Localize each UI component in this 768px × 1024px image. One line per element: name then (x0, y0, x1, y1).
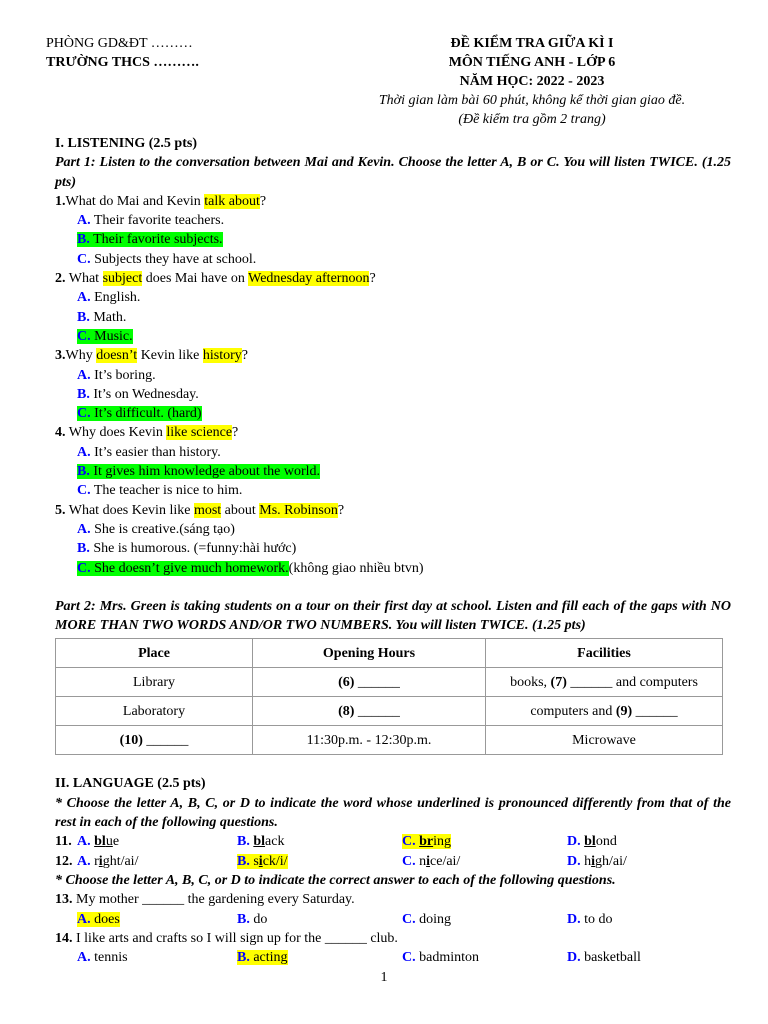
option-text: Subjects they have at school. (94, 251, 257, 267)
question-5 (55, 501, 731, 520)
question-text: What does Kevin like (65, 502, 194, 518)
option-letter: B. (237, 834, 250, 850)
option-a (55, 366, 731, 385)
option-text: gh/ai/ (595, 853, 627, 869)
table-cell (486, 668, 723, 697)
option-letter: C. (77, 328, 91, 344)
option-letter: A. (77, 213, 91, 229)
option-letter: D. (567, 911, 581, 927)
option-text: Their favorite teachers. (93, 213, 225, 229)
option-text: basketball (584, 950, 641, 966)
option-letter: D. (567, 834, 581, 850)
option-text: e (112, 834, 120, 850)
question-number: 12. (55, 853, 73, 869)
option-text: ack (265, 834, 285, 850)
question-text: My mother ______ the gardening every Saturday. (72, 892, 355, 908)
option-text: It’s boring. (94, 367, 156, 383)
option-letter: C. (77, 251, 91, 267)
tour-table (55, 638, 723, 755)
option-text: to do (584, 911, 613, 927)
question-text: I like arts and crafts so I will sign up for the ______ club. (72, 930, 398, 946)
question-number: 5. (55, 502, 66, 518)
question-14-options (55, 948, 731, 967)
question-12 (55, 852, 731, 871)
option-letter: C. (402, 834, 416, 850)
question-text: Why (65, 348, 97, 364)
highlighted-keyword: Wednesday afternoon (248, 271, 370, 287)
table-row (56, 697, 723, 726)
pages-note: (Đề kiểm tra gồm 2 trang) (458, 112, 606, 127)
part1-instruction: Part 1: Listen to the conversation between Mai and Kevin. Choose the letter A, B or C. You will listen TWICE. (1.25 pts) (55, 155, 731, 190)
table-cell: 11:30p.m. - 12:30p.m. (253, 726, 486, 755)
exam-title: ĐỀ KIỂM TRA GIỮA KÌ I (450, 36, 614, 51)
option-b (55, 308, 731, 327)
option-c (55, 250, 731, 269)
option-a (55, 288, 731, 307)
table-header: Opening Hours (253, 639, 486, 668)
exam-info (330, 34, 734, 129)
table-header: Place (56, 639, 253, 668)
question-13-options (55, 910, 731, 929)
option-letter: C. (402, 911, 416, 927)
question-text: does Mai have on (142, 271, 249, 287)
option-letter: C. (77, 483, 91, 499)
question-3 (55, 346, 731, 365)
option-text: Their favorite subjects. (93, 232, 223, 248)
option-a-answer (77, 910, 237, 929)
grammar-instruction: * Choose the letter A, B, C, or D to indicate the correct answer to each of the following questions. (55, 872, 616, 888)
table-row (56, 726, 723, 755)
option-d (567, 832, 717, 851)
option-c (55, 481, 731, 500)
gap-number: (9) (615, 703, 633, 719)
option-letter: B. (237, 950, 250, 966)
time-note: Thời gian làm bài 60 phút, không kể thời gian giao đề. (378, 93, 686, 108)
underlined-sound: i (98, 853, 103, 869)
option-c-answer (55, 404, 731, 423)
question-text: Kevin like (137, 348, 203, 364)
option-text: She is humorous. (=funny:hài hước) (93, 541, 297, 557)
option-letter: C. (77, 560, 91, 576)
language-section-title: II. LANGUAGE (2.5 pts) (55, 776, 206, 792)
question-text: What do Mai and Kevin (65, 193, 205, 209)
question-text: ? (369, 271, 376, 287)
exam-content (55, 134, 731, 967)
option-letter: A. (77, 521, 91, 537)
highlighted-keyword: most (193, 502, 222, 518)
option-text: tennis (94, 950, 128, 966)
school-year: NĂM HỌC: 2022 - 2023 (459, 74, 605, 89)
option-text: badminton (419, 950, 480, 966)
page-number: 1 (380, 970, 388, 985)
exam-subject: MÔN TIẾNG ANH - LỚP 6 (448, 55, 616, 70)
option-text: She is creative.(sáng tạo) (94, 521, 235, 537)
table-cell (253, 668, 486, 697)
option-text: n (419, 853, 427, 869)
question-2 (55, 269, 731, 288)
table-header: Facilities (486, 639, 723, 668)
underlined-sound: br (419, 834, 434, 850)
table-cell: Library (56, 668, 253, 697)
highlighted-keyword: history (202, 348, 242, 364)
question-text: ? (259, 193, 267, 209)
pronunciation-instruction: * Choose the letter A, B, C, or D to indicate the word whose underlined is pronounced differently from that of the rest in each of the following questions. (55, 795, 731, 831)
option-letter: A. (77, 911, 91, 927)
option-b-answer (237, 948, 402, 967)
option-b (237, 910, 402, 929)
question-number: 2. (55, 271, 66, 287)
option-text: Music. (94, 328, 133, 344)
gap-number: (6) (338, 674, 355, 690)
option-letter: A. (77, 834, 91, 850)
question-text: Why does Kevin (65, 425, 167, 441)
question-4 (55, 423, 731, 442)
option-text: It’s on Wednesday. (93, 386, 199, 402)
option-c (402, 910, 567, 929)
table-cell: Laboratory (56, 697, 253, 726)
gap-blank: ______ (142, 732, 189, 748)
option-letter: A. (77, 367, 91, 383)
highlighted-keyword: doesn’t (96, 348, 138, 364)
option-text: ght/ai/ (102, 853, 139, 869)
option-text: does (94, 911, 120, 927)
option-letter: B. (237, 911, 250, 927)
underlined-sound: i (426, 853, 431, 869)
question-11 (55, 832, 731, 851)
question-number: 13. (55, 892, 73, 908)
underlined-sound: bl (584, 834, 596, 850)
department-name: PHÒNG GD&ĐT ……… (46, 36, 193, 51)
option-b (55, 385, 731, 404)
option-a (77, 948, 237, 967)
question-1 (55, 192, 731, 211)
option-letter: B. (237, 853, 250, 869)
option-text: acting (253, 950, 288, 966)
option-d (567, 948, 717, 967)
cell-text: ______ and computers (566, 674, 698, 690)
option-text: Math. (93, 309, 127, 325)
option-letter: B. (77, 386, 90, 402)
option-letter: A. (77, 853, 91, 869)
highlighted-keyword: talk about (204, 193, 260, 209)
table-header-row (56, 639, 723, 668)
question-text: ? (337, 502, 345, 518)
question-14 (55, 929, 731, 948)
cell-text: ______ (632, 703, 678, 719)
option-text: ce/ai/ (430, 853, 461, 869)
table-cell (253, 697, 486, 726)
option-text: English. (94, 290, 141, 306)
table-cell (56, 726, 253, 755)
option-text: ond (595, 834, 617, 850)
question-number: 1. (55, 193, 66, 209)
option-a (55, 211, 731, 230)
gap-number: (10) (119, 732, 143, 748)
option-a (77, 852, 237, 871)
question-number: 3. (55, 348, 66, 364)
option-a (77, 832, 237, 851)
question-text: about (221, 502, 260, 518)
highlighted-keyword: subject (102, 271, 143, 287)
option-d (567, 852, 717, 871)
underlined-sound: i (591, 853, 596, 869)
question-text: ? (241, 348, 249, 364)
question-13 (55, 890, 731, 909)
cell-text: computers and (530, 703, 616, 719)
option-letter: B. (77, 464, 90, 480)
option-text: h (584, 853, 592, 869)
option-letter: B. (77, 232, 90, 248)
underlined-sound: bl (94, 834, 106, 850)
option-text: She doesn’t give much homework. (94, 560, 289, 576)
option-note: (không giao nhiều btvn) (288, 560, 424, 576)
question-text: ? (232, 425, 239, 441)
table-row (56, 668, 723, 697)
table-cell (486, 697, 723, 726)
option-letter: D. (567, 853, 581, 869)
gap-number: (8) (338, 703, 355, 719)
table-cell: Microwave (486, 726, 723, 755)
option-text: s (253, 853, 259, 869)
option-b (55, 539, 731, 558)
option-letter: B. (77, 309, 90, 325)
option-c-answer (402, 832, 567, 851)
option-letter: B. (77, 541, 90, 557)
underlined-sound: u (105, 834, 113, 850)
gap-number: (7) (550, 674, 567, 690)
option-text: The teacher is nice to him. (93, 483, 243, 499)
option-letter: A. (77, 444, 91, 460)
option-letter: C. (77, 406, 91, 422)
option-text: r (94, 853, 99, 869)
option-text: doing (419, 911, 452, 927)
question-number: 14. (55, 930, 73, 946)
option-letter: C. (402, 853, 416, 869)
question-number: 4. (55, 425, 66, 441)
option-text: It’s difficult. (hard) (94, 406, 202, 422)
option-a (55, 520, 731, 539)
question-number: 11. (55, 834, 72, 850)
option-c (402, 948, 567, 967)
option-text: ck/i/ (262, 853, 288, 869)
option-text: do (253, 911, 268, 927)
highlighted-keyword: like science (166, 425, 233, 441)
option-c (402, 852, 567, 871)
option-text: It gives him knowledge about the world. (93, 464, 321, 480)
option-c-answer (55, 559, 731, 578)
underlined-sound: bl (253, 834, 266, 850)
option-letter: A. (77, 950, 91, 966)
option-b-answer (55, 230, 731, 249)
option-a (55, 443, 731, 462)
option-d (567, 910, 717, 929)
part2-instruction: Part 2: Mrs. Green is taking students on a tour on their first day at school. Listen and fill each of the gaps with NO MORE THAN TWO WORDS AND/OR TWO NUMBERS. You will listen TWICE. (1.25 pts) (55, 598, 731, 634)
option-b-answer (55, 462, 731, 481)
school-name: TRƯỜNG THCS ………. (46, 55, 199, 70)
cell-text: books, (510, 674, 551, 690)
option-c-answer (55, 327, 731, 346)
option-b-answer (237, 852, 402, 871)
option-text: It’s easier than history. (94, 444, 221, 460)
option-letter: C. (402, 950, 416, 966)
option-letter: D. (567, 950, 581, 966)
option-b (237, 832, 402, 851)
highlighted-keyword: Ms. Robinson (259, 502, 338, 518)
question-text: What (65, 271, 103, 287)
school-info (46, 34, 199, 72)
option-letter: A. (77, 290, 91, 306)
listening-section-title: I. LISTENING (2.5 pts) (55, 136, 197, 151)
option-text: ing (433, 834, 452, 850)
underlined-sound: i (258, 853, 263, 869)
gap-blank: ______ (354, 703, 400, 719)
gap-blank: ______ (354, 674, 400, 690)
